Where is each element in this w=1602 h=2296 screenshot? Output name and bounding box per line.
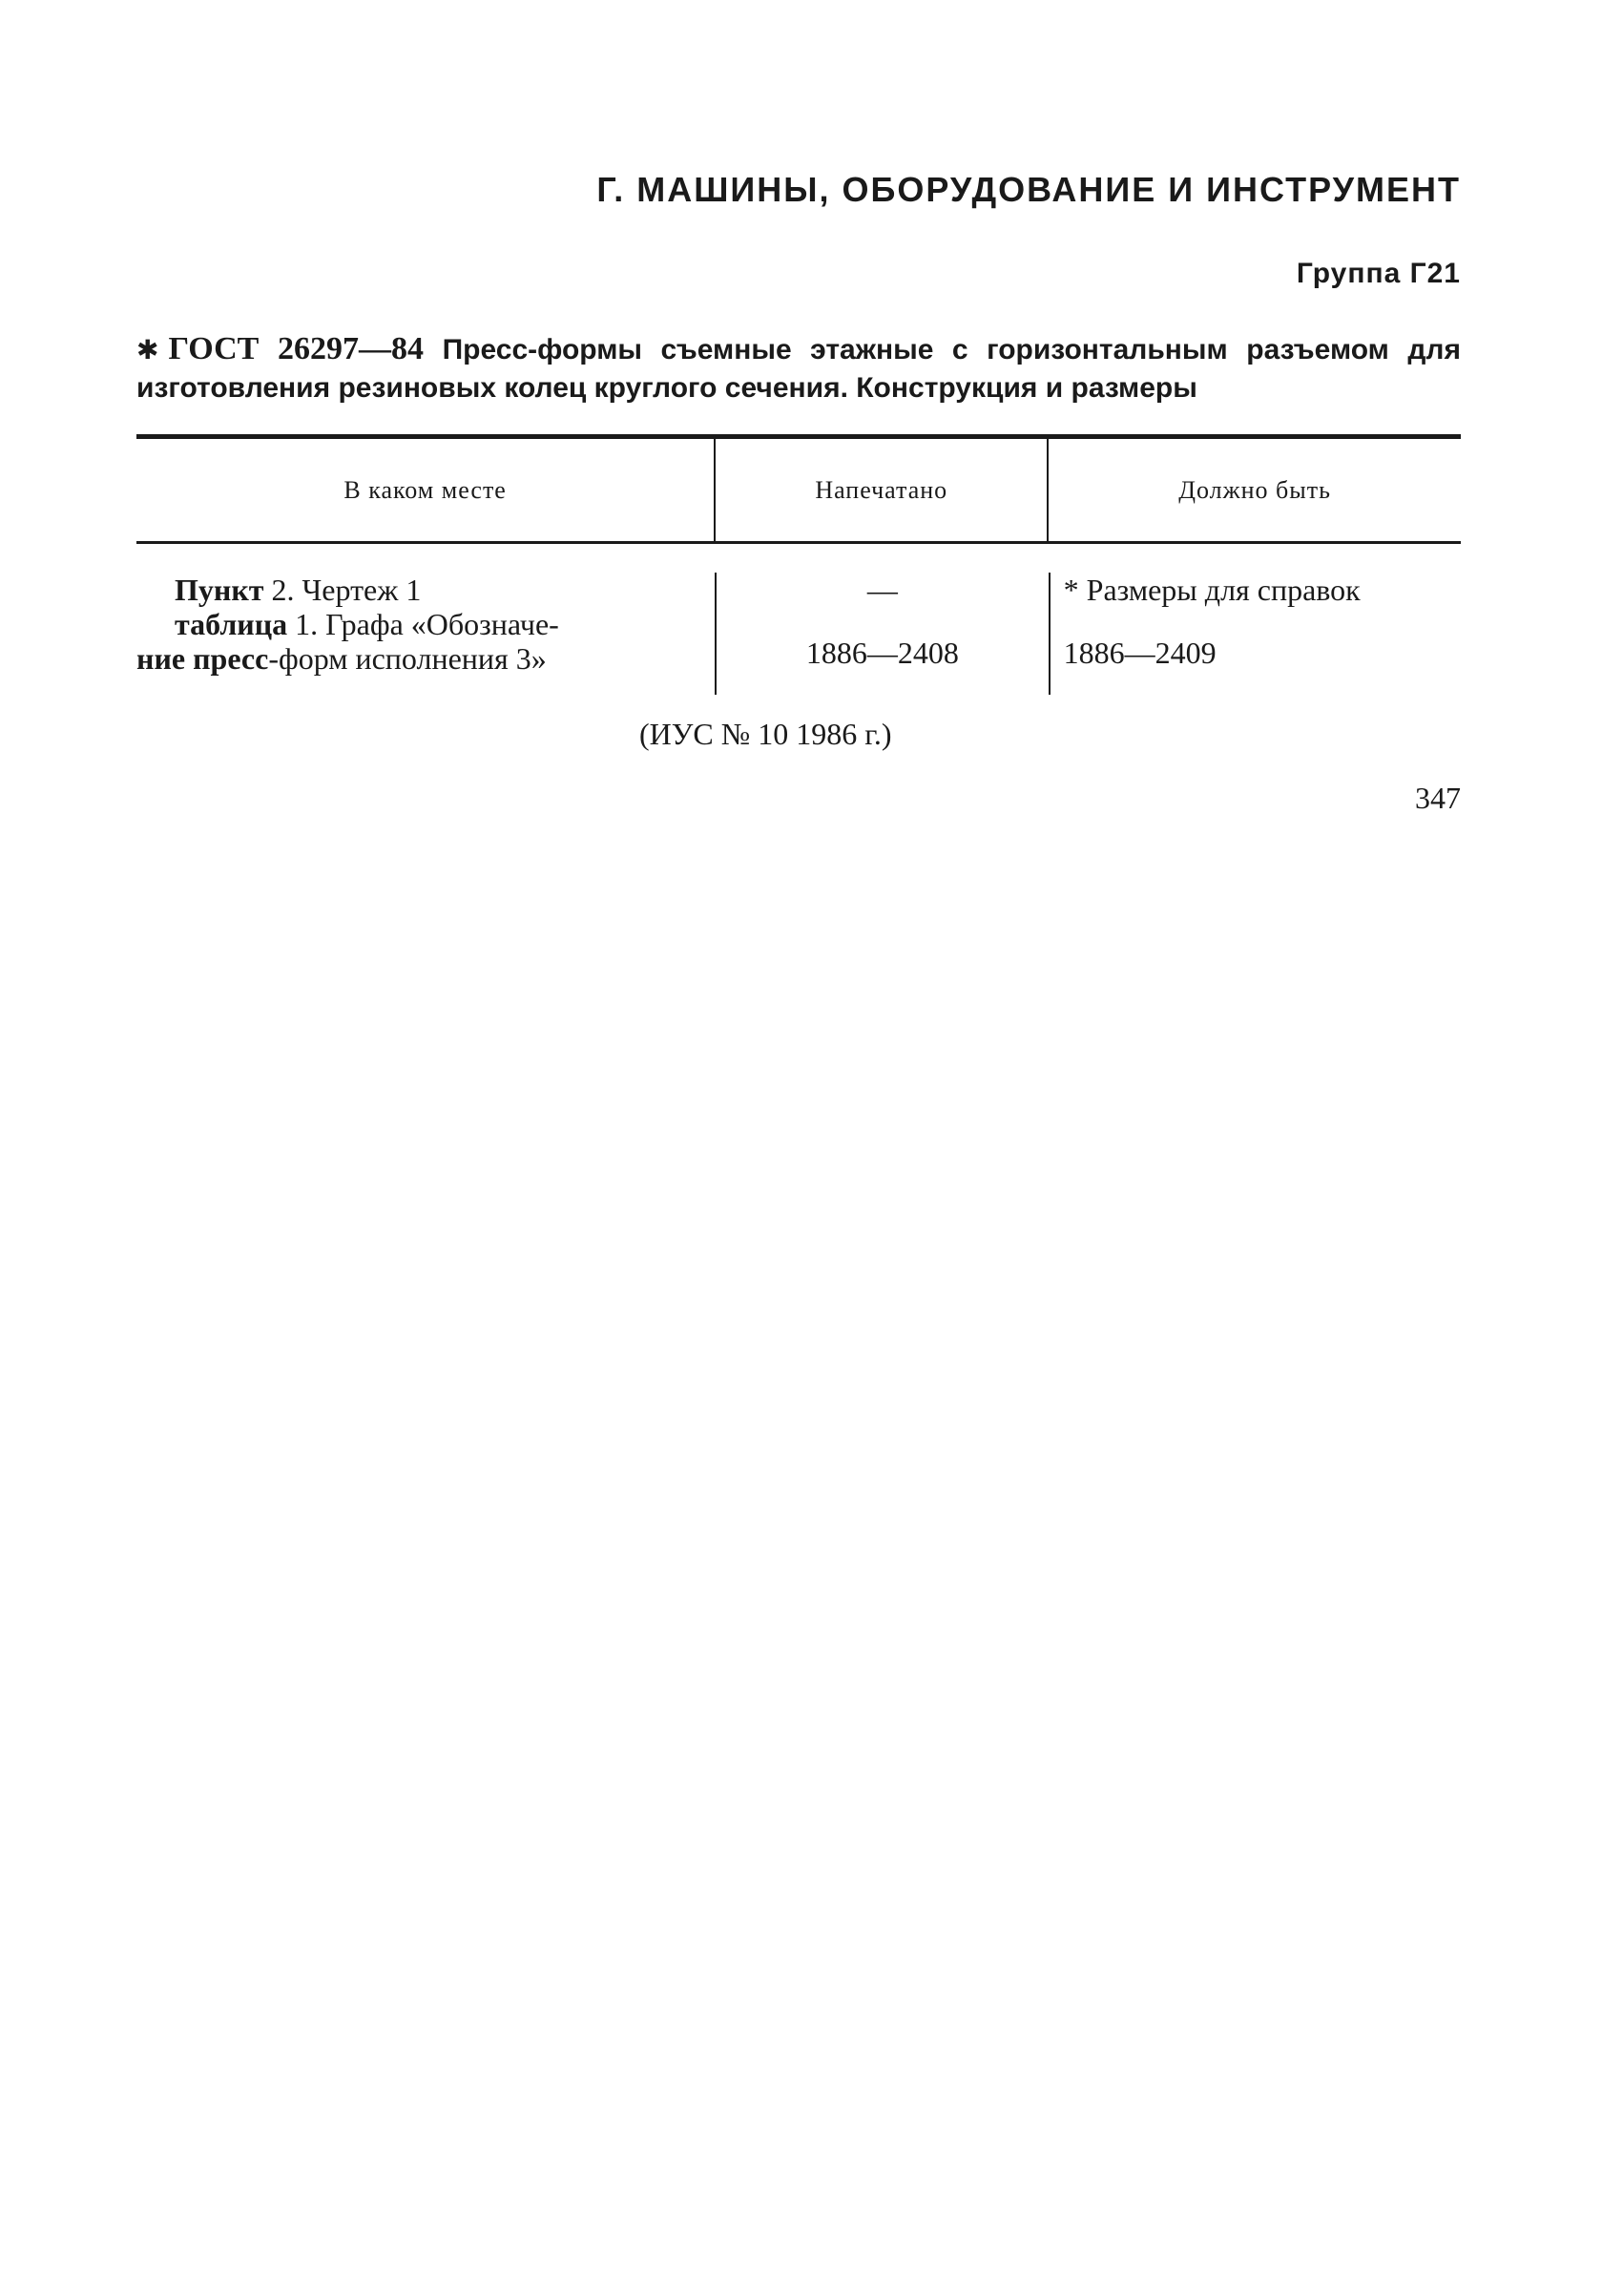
cell-should-be: [1049, 573, 1461, 695]
should-be-value-1: * Размеры для справок: [1063, 573, 1361, 607]
page-number: 347: [1415, 781, 1461, 815]
column-header-location: В каком месте: [343, 475, 507, 504]
section-title: Г. МАШИНЫ, ОБОРУДОВАНИЕ И ИНСТРУМЕНТ: [596, 170, 1461, 209]
cell-location: [136, 573, 715, 695]
printed-value-1: —: [866, 573, 898, 607]
column-header-should-be: Должно быть: [1047, 439, 1461, 541]
standard-code: ГОСТ 26297—84: [168, 331, 425, 366]
location-line1-text: 2. Чертеж 1: [263, 573, 422, 607]
standard-title: Пресс-формы съемные этажные с горизонтальным разъемом для изготовления резиновых колец круглого сечения. Конструкция и размеры: [136, 334, 1461, 404]
printed-value-2: 1886—2408: [805, 636, 959, 670]
source-reference: (ИУС № 10 1986 г.): [639, 717, 892, 751]
column-header-printed: Напечатано: [714, 439, 1047, 541]
group-label: Группа Г21: [1296, 258, 1461, 289]
location-line2-text: 1. Графа «Обозначе-: [287, 607, 559, 641]
star-mark-icon: ✱: [136, 335, 159, 365]
correction-table: [136, 434, 1461, 695]
location-line2-bold: таблица: [175, 607, 288, 641]
should-be-value-2: 1886—2409: [1063, 636, 1217, 670]
table-row: [136, 544, 1461, 695]
location-line3-bold: ние пресс: [136, 641, 269, 676]
standard-heading: [136, 330, 1461, 407]
table-header-row: [136, 439, 1461, 541]
location-line1-bold: Пункт: [175, 573, 264, 607]
cell-printed: [715, 573, 1048, 695]
location-line3-text: -форм исполнения 3»: [268, 641, 547, 676]
